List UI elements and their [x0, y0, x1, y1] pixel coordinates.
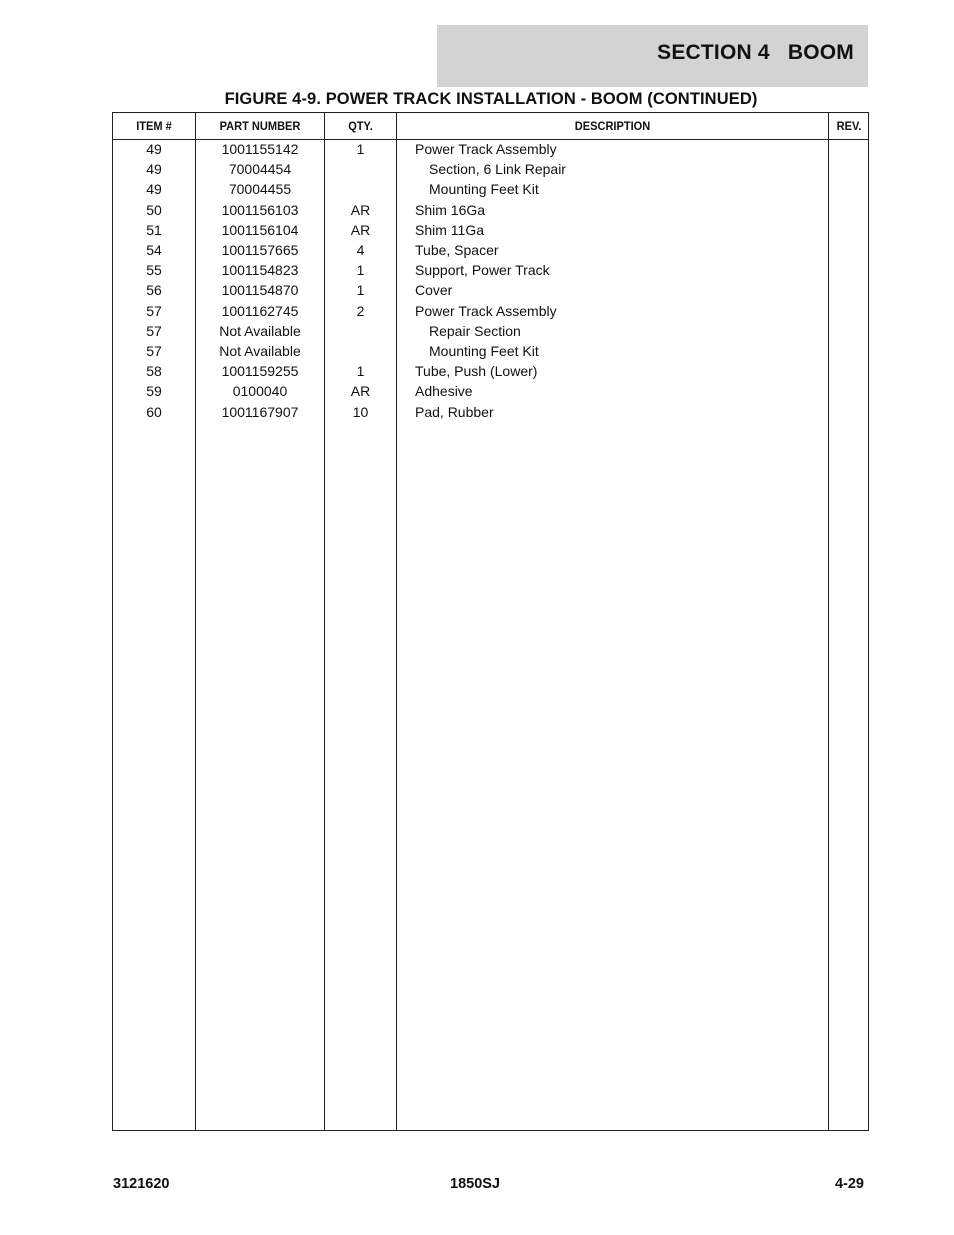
- cell-part-number: 1001157665: [221, 242, 299, 258]
- header-rev: REV.: [836, 119, 862, 133]
- cell-part-number: 0100040: [232, 383, 288, 400]
- cell-qty: 1: [356, 282, 365, 299]
- table-row: [113, 381, 868, 401]
- cell-item: 57: [146, 343, 162, 359]
- cell-part-number: 1001154870: [221, 282, 299, 299]
- cell-qty: AR: [350, 383, 371, 400]
- parts-table: [112, 112, 869, 1131]
- cell-description: Adhesive: [415, 383, 473, 400]
- cell-item: 55: [146, 262, 162, 279]
- cell-item: 57: [146, 322, 162, 339]
- cell-qty: 1: [356, 262, 365, 279]
- table-row: [113, 280, 868, 300]
- cell-part-number: Not Available: [219, 343, 301, 359]
- header-description: DESCRIPTION: [574, 119, 651, 133]
- table-row: [113, 301, 868, 321]
- cell-part-number: 1001159255: [221, 363, 299, 380]
- cell-description: Cover: [415, 282, 453, 299]
- cell-item: 49: [146, 181, 162, 198]
- figure-title: FIGURE 4-9. POWER TRACK INSTALLATION - BOOM (CONTINUED): [224, 90, 758, 108]
- cell-description: Mounting Feet Kit: [429, 181, 539, 198]
- cell-qty: 2: [356, 302, 365, 319]
- cell-item: 49: [146, 161, 162, 178]
- cell-qty: 1: [356, 363, 365, 380]
- table-row: [113, 402, 868, 422]
- footer-page-number: 4-29: [834, 1176, 864, 1192]
- cell-part-number: Not Available: [219, 322, 301, 339]
- cell-description: Pad, Rubber: [415, 403, 494, 420]
- cell-qty: 10: [352, 403, 369, 420]
- cell-part-number: 1001155142: [221, 141, 299, 157]
- cell-description: Section, 6 Link Repair: [429, 161, 566, 178]
- table-row: [113, 200, 868, 220]
- cell-qty: AR: [350, 221, 371, 238]
- cell-description: Mounting Feet Kit: [429, 343, 539, 359]
- cell-qty: AR: [350, 201, 371, 218]
- cell-description: Tube, Push (Lower): [415, 363, 538, 380]
- cell-description: Power Track Assembly: [415, 141, 557, 157]
- header-item: ITEM #: [136, 119, 172, 133]
- cell-item: 59: [146, 383, 162, 400]
- cell-item: 56: [146, 282, 162, 299]
- table-row: [113, 361, 868, 381]
- cell-item: 51: [146, 221, 162, 238]
- table-row: [113, 321, 868, 341]
- footer-doc-number: 3121620: [113, 1176, 170, 1192]
- cell-description: Support, Power Track: [415, 262, 550, 279]
- table-row: [113, 179, 868, 199]
- header-part-number: PART NUMBER: [219, 119, 301, 133]
- table-row: [113, 220, 868, 240]
- cell-item: 60: [146, 403, 162, 420]
- cell-part-number: 1001162745: [221, 302, 299, 319]
- table-header-row: [113, 113, 868, 140]
- table-row: [113, 139, 868, 159]
- cell-item: 50: [146, 201, 162, 218]
- table-row: [113, 341, 868, 361]
- cell-part-number: 70004455: [228, 181, 292, 198]
- cell-item: 54: [146, 242, 162, 258]
- cell-part-number: 1001154823: [221, 262, 299, 279]
- cell-item: 49: [146, 141, 162, 157]
- table-row: [113, 260, 868, 280]
- footer-model: 1850SJ: [450, 1176, 500, 1192]
- cell-description: Power Track Assembly: [415, 302, 557, 319]
- cell-part-number: 70004454: [228, 161, 292, 178]
- section-header-band: [437, 25, 868, 87]
- cell-part-number: 1001156104: [221, 221, 299, 238]
- section-title: SECTION 4 BOOM: [657, 41, 854, 64]
- cell-part-number: 1001167907: [221, 403, 299, 420]
- cell-description: Shim 16Ga: [415, 201, 486, 218]
- cell-item: 57: [146, 302, 162, 319]
- cell-description: Shim 11Ga: [415, 221, 484, 238]
- table-row: [113, 240, 868, 260]
- cell-qty: 4: [356, 242, 365, 258]
- cell-description: Repair Section: [429, 322, 521, 339]
- cell-item: 58: [146, 363, 162, 380]
- cell-description: Tube, Spacer: [415, 242, 499, 258]
- header-qty: QTY.: [348, 119, 373, 133]
- cell-qty: 1: [356, 141, 365, 157]
- cell-part-number: 1001156103: [221, 201, 299, 218]
- table-row: [113, 159, 868, 179]
